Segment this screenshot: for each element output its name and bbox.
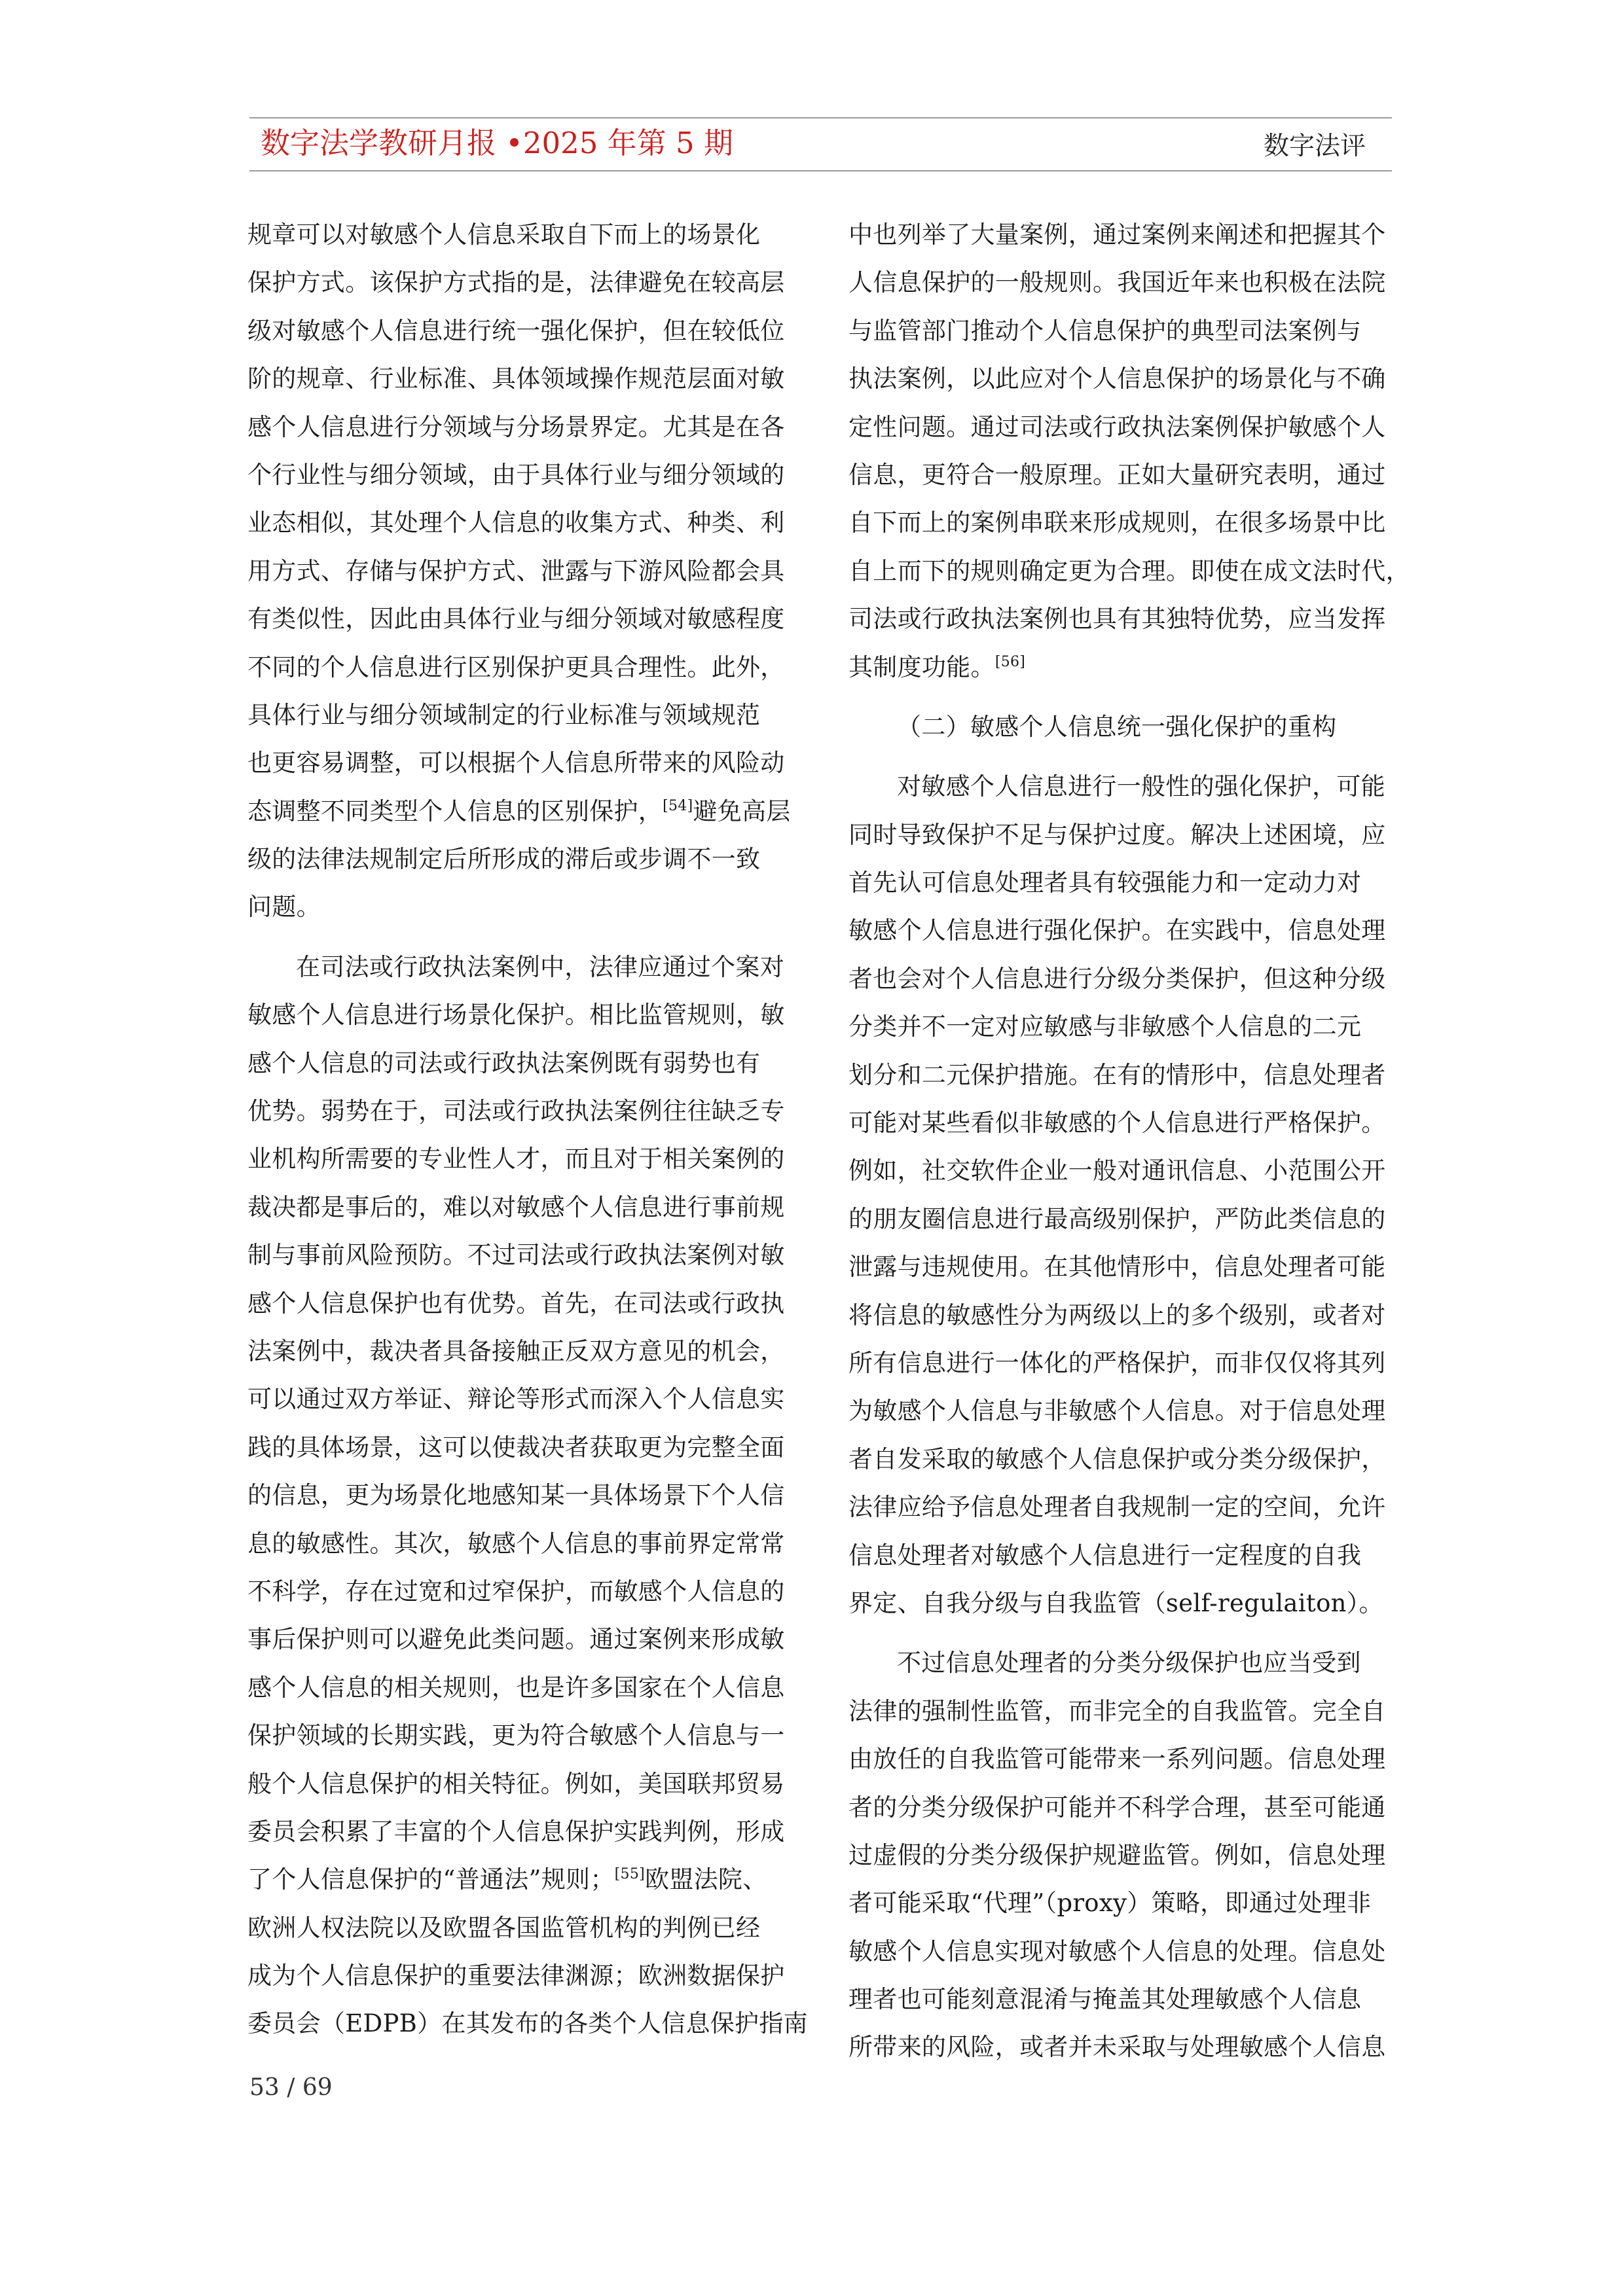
line-text: 法律应给予信息处理者自我规制一定的空间，允许 bbox=[848, 1493, 1386, 1522]
line-text: 敏感个人信息进行场景化保护。相比监管规则，敏 bbox=[247, 1001, 785, 1030]
text-line bbox=[247, 1856, 791, 1903]
text-line bbox=[848, 859, 1392, 906]
line-text: 感个人信息的司法或行政执法案例既有弱势也有 bbox=[247, 1049, 761, 1077]
line-text: 优势。弱势在于，司法或行政执法案例往往缺乏专 bbox=[247, 1097, 785, 1126]
text-line bbox=[247, 643, 791, 691]
text-line bbox=[247, 1808, 791, 1856]
line-text: 理者也可能刻意混淆与掩盖其处理敏感个人信息 bbox=[848, 1985, 1362, 2014]
line-text: 委员会积累了丰富的个人信息保护实践判例，形成 bbox=[247, 1817, 785, 1846]
line-text: 所有信息进行一体化的严格保护，而非仅仅将其列 bbox=[848, 1348, 1386, 1377]
text-line bbox=[848, 451, 1392, 499]
line-text: 保护领域的长期实践，更为符合敏感个人信息与一 bbox=[247, 1721, 785, 1750]
line-text: 事后保护则可以避免此类问题。通过案例来形成敏 bbox=[247, 1625, 785, 1654]
line-text-continued: 避免高层 bbox=[693, 797, 791, 825]
line-text: 可能对某些看似非敏感的个人信息进行严格保护。 bbox=[848, 1109, 1386, 1138]
text-line bbox=[247, 835, 791, 883]
header-top-rule bbox=[249, 117, 1392, 118]
text-line bbox=[247, 1760, 791, 1808]
left-text-column bbox=[247, 211, 808, 2048]
line-text: 业态相似，其处理个人信息的收集方式、种类、利 bbox=[247, 509, 785, 537]
section-heading bbox=[848, 703, 1392, 751]
text-line bbox=[247, 1424, 791, 1471]
text-line bbox=[848, 762, 1392, 810]
text-line bbox=[848, 2023, 1392, 2071]
text-line bbox=[247, 1375, 791, 1423]
line-text: 法案例中，裁决者具备接触正反双方意见的机会， bbox=[247, 1336, 785, 1365]
line-text: 制与事前风险预防。不过司法或行政执法案例对敏 bbox=[247, 1241, 785, 1270]
line-text: 级的法律法规制定后所形成的滞后或步调不一致 bbox=[247, 845, 761, 874]
text-line bbox=[247, 547, 791, 595]
text-line bbox=[848, 595, 1392, 643]
line-text: 态调整不同类型个人信息的区别保护， bbox=[247, 797, 663, 825]
section-name: 数字法评 bbox=[1264, 132, 1366, 161]
line-text: 敏感个人信息进行强化保护。在实践中，信息处理 bbox=[848, 916, 1386, 945]
text-line bbox=[247, 991, 791, 1039]
line-text: 问题。 bbox=[247, 893, 321, 922]
line-text: 般个人信息保护的相关特征。例如，美国联邦贸易 bbox=[247, 1769, 785, 1798]
text-line bbox=[247, 739, 791, 787]
text-line bbox=[247, 1471, 791, 1519]
line-text: 者自发采取的敏感个人信息保护或分类分级保护， bbox=[848, 1444, 1386, 1473]
text-line bbox=[848, 355, 1392, 403]
line-text: 裁决都是事后的，难以对敏感个人信息进行事前规 bbox=[247, 1193, 785, 1221]
text-line bbox=[848, 1003, 1392, 1050]
right-text-column bbox=[848, 211, 1410, 2072]
text-line bbox=[247, 1952, 791, 2000]
text-line bbox=[247, 787, 791, 835]
text-line bbox=[848, 403, 1392, 451]
text-line bbox=[848, 1291, 1392, 1339]
text-line bbox=[848, 1051, 1392, 1099]
line-text: 者可能采取“代理”（proxy）策略，即通过处理非 bbox=[848, 1889, 1372, 1918]
text-line bbox=[247, 1664, 791, 1712]
line-text: 者的分类分级保护可能并不科学合理，甚至可能通 bbox=[848, 1793, 1386, 1821]
line-text: 感个人信息进行分领域与分场景界定。尤其是在各 bbox=[247, 412, 785, 441]
line-text: 敏感个人信息实现对敏感个人信息的处理。信息处 bbox=[848, 1937, 1386, 1965]
line-text: 成为个人信息保护的重要法律渊源；欧洲数据保护 bbox=[247, 1962, 785, 1990]
journal-title: 数字法学教研月报 •2025 年第 5 期 bbox=[261, 126, 733, 160]
text-line bbox=[247, 307, 791, 355]
line-text: 具体行业与细分领域制定的行业标准与领域规范 bbox=[247, 700, 761, 729]
line-text: 划分和二元保护措施。在有的情形中，信息处理者 bbox=[848, 1060, 1386, 1089]
text-line bbox=[848, 1099, 1392, 1147]
text-line bbox=[848, 1579, 1392, 1627]
line-text: 感个人信息保护也有优势。首先，在司法或行政执 bbox=[247, 1289, 785, 1318]
page-number: 53 / 69 bbox=[249, 2074, 333, 2101]
line-text: 在司法或行政执法案例中，法律应通过个案对 bbox=[296, 952, 784, 981]
line-text: 践的具体场景，这可以使裁决者获取更为完整全面 bbox=[247, 1433, 785, 1462]
text-line bbox=[848, 307, 1392, 355]
line-text-continued: 欧盟法院、 bbox=[645, 1865, 767, 1894]
text-line bbox=[848, 1483, 1392, 1531]
line-text: 业机构所需要的专业性人才，而且对于相关案例的 bbox=[247, 1145, 785, 1174]
line-text: 过虚假的分类分级保护规避监管。例如，信息处理 bbox=[848, 1840, 1386, 1869]
text-line bbox=[848, 1339, 1392, 1387]
line-text: 的朋友圈信息进行最高级别保护，严防此类信息的 bbox=[848, 1204, 1386, 1233]
line-text: 级对敏感个人信息进行统一强化保护，但在较低位 bbox=[247, 316, 785, 345]
line-text: 不同的个人信息进行区别保护更具合理性。此外， bbox=[247, 653, 785, 681]
header-bottom-rule bbox=[249, 170, 1392, 171]
line-text: 的信息，更为场景化地感知某一具体场景下个人信 bbox=[247, 1481, 785, 1510]
text-line bbox=[848, 1831, 1392, 1879]
text-line bbox=[848, 1975, 1392, 2023]
line-text: 信息，更符合一般原理。正如大量研究表明，通过 bbox=[848, 460, 1386, 489]
line-text: 司法或行政执法案例也具有其独特优势，应当发挥 bbox=[848, 605, 1386, 634]
text-line bbox=[247, 1087, 791, 1135]
footnote-reference[interactable]: [54] bbox=[663, 797, 693, 814]
text-line bbox=[247, 1280, 791, 1327]
line-text: 泄露与违规使用。在其他情形中，信息处理者可能 bbox=[848, 1253, 1386, 1282]
text-line bbox=[848, 499, 1392, 547]
text-line bbox=[247, 943, 791, 991]
text-line bbox=[848, 811, 1392, 859]
text-line bbox=[247, 2000, 808, 2047]
line-text: （二）敏感个人信息统一强化保护的重构 bbox=[897, 712, 1337, 741]
text-line bbox=[247, 259, 791, 306]
line-text: 例如，社交软件企业一般对通讯信息、小范围公开 bbox=[848, 1157, 1386, 1185]
line-text: 所带来的风险，或者并未采取与处理敏感个人信息 bbox=[848, 2033, 1386, 2062]
text-line bbox=[848, 906, 1392, 954]
line-text: 由放任的自我监管可能带来一系列问题。信息处理 bbox=[848, 1745, 1386, 1774]
line-text: 同时导致保护不足与保护过度。解决上述困境，应 bbox=[848, 820, 1386, 849]
line-text: 信息处理者对敏感个人信息进行一定程度的自我 bbox=[848, 1541, 1362, 1570]
line-text: 有类似性，因此由具体行业与细分领域对敏感程度 bbox=[247, 605, 785, 634]
line-text: 也更容易调整，可以根据个人信息所带来的风险动 bbox=[247, 749, 785, 778]
text-line bbox=[848, 1147, 1392, 1194]
text-line bbox=[247, 355, 791, 403]
text-line bbox=[247, 1039, 791, 1087]
text-line bbox=[848, 955, 1392, 1003]
line-text: 中也列举了大量案例，通过案例来阐述和把握其个 bbox=[848, 221, 1386, 249]
text-line bbox=[848, 1879, 1392, 1927]
text-line bbox=[247, 499, 791, 547]
text-line bbox=[247, 1904, 791, 1952]
text-line bbox=[848, 1639, 1392, 1687]
footnote-reference[interactable]: [56] bbox=[994, 653, 1026, 670]
text-line bbox=[247, 595, 791, 643]
text-line bbox=[247, 1712, 791, 1759]
text-line bbox=[247, 1231, 791, 1279]
text-line bbox=[247, 211, 791, 259]
footnote-reference[interactable]: [55] bbox=[614, 1866, 646, 1883]
text-line bbox=[247, 403, 791, 451]
line-text: 其制度功能。 bbox=[848, 653, 995, 681]
text-line bbox=[848, 1735, 1392, 1783]
text-line bbox=[247, 1568, 791, 1615]
line-text: 与监管部门推动个人信息保护的典型司法案例与 bbox=[848, 316, 1362, 345]
text-line bbox=[848, 1532, 1392, 1579]
line-text: 不科学，存在过宽和过窄保护，而敏感个人信息的 bbox=[247, 1577, 785, 1605]
text-line bbox=[848, 1928, 1392, 1975]
text-line bbox=[247, 691, 791, 739]
line-text: 了个人信息保护的“普通法”规则； bbox=[247, 1865, 615, 1894]
text-line bbox=[848, 211, 1392, 259]
line-text: 保护方式。该保护方式指的是，法律避免在较高层 bbox=[247, 268, 785, 297]
line-text: 界定、自我分级与自我监管（self-regulaiton）。 bbox=[848, 1588, 1383, 1617]
text-line bbox=[848, 1243, 1392, 1291]
line-text: 者也会对个人信息进行分级分类保护，但这种分级 bbox=[848, 964, 1386, 993]
line-text: 人信息保护的一般规则。我国近年来也积极在法院 bbox=[848, 268, 1386, 297]
line-text: 委员会（EDPB）在其发布的各类个人信息保护指南 bbox=[247, 2009, 808, 2038]
text-line bbox=[247, 1135, 791, 1183]
line-text: 为敏感个人信息与非敏感个人信息。对于信息处理 bbox=[848, 1397, 1386, 1426]
line-text: 自上而下的规则确定更为合理。即使在成文法时代， bbox=[848, 556, 1410, 585]
text-line bbox=[848, 1195, 1392, 1243]
line-text: 定性问题。通过司法或行政执法案例保护敏感个人 bbox=[848, 412, 1386, 441]
line-text: 执法案例，以此应对个人信息保护的场景化与不确 bbox=[848, 365, 1386, 393]
text-line bbox=[848, 1387, 1392, 1435]
line-text: 可以通过双方举证、辩论等形式而深入个人信息实 bbox=[247, 1385, 785, 1414]
text-line bbox=[247, 1327, 791, 1375]
text-line bbox=[848, 643, 1392, 691]
text-line bbox=[247, 883, 791, 931]
line-text: 自下而上的案例串联来形成规则，在很多场景中比 bbox=[848, 509, 1386, 537]
text-line bbox=[848, 1687, 1392, 1735]
line-text: 用方式、存储与保护方式、泄露与下游风险都会具 bbox=[247, 556, 785, 585]
line-text: 对敏感个人信息进行一般性的强化保护，可能 bbox=[897, 772, 1385, 801]
text-line bbox=[848, 547, 1410, 595]
line-text: 首先认可信息处理者具有较强能力和一定动力对 bbox=[848, 869, 1362, 897]
line-text: 息的敏感性。其次，敏感个人信息的事前界定常常 bbox=[247, 1529, 785, 1558]
text-line bbox=[247, 1183, 791, 1231]
line-text: 感个人信息的相关规则，也是许多国家在个人信息 bbox=[247, 1673, 785, 1702]
line-text: 个行业性与细分领域，由于具体行业与细分领域的 bbox=[247, 460, 785, 489]
line-text: 将信息的敏感性分为两级以上的多个级别，或者对 bbox=[848, 1300, 1386, 1329]
text-line bbox=[848, 1784, 1392, 1831]
line-text: 不过信息处理者的分类分级保护也应当受到 bbox=[897, 1649, 1361, 1677]
text-line bbox=[247, 451, 791, 499]
text-line bbox=[848, 1435, 1392, 1483]
text-line bbox=[247, 1520, 791, 1568]
line-text: 阶的规章、行业标准、具体领域操作规范层面对敏 bbox=[247, 365, 785, 393]
text-line bbox=[247, 1615, 791, 1663]
line-text: 分类并不一定对应敏感与非敏感个人信息的二元 bbox=[848, 1013, 1362, 1041]
text-line bbox=[848, 259, 1392, 306]
line-text: 欧洲人权法院以及欧盟各国监管机构的判例已经 bbox=[247, 1913, 761, 1942]
line-text: 法律的强制性监管，而非完全的自我监管。完全自 bbox=[848, 1696, 1386, 1725]
line-text: 规章可以对敏感个人信息采取自下而上的场景化 bbox=[247, 221, 761, 249]
